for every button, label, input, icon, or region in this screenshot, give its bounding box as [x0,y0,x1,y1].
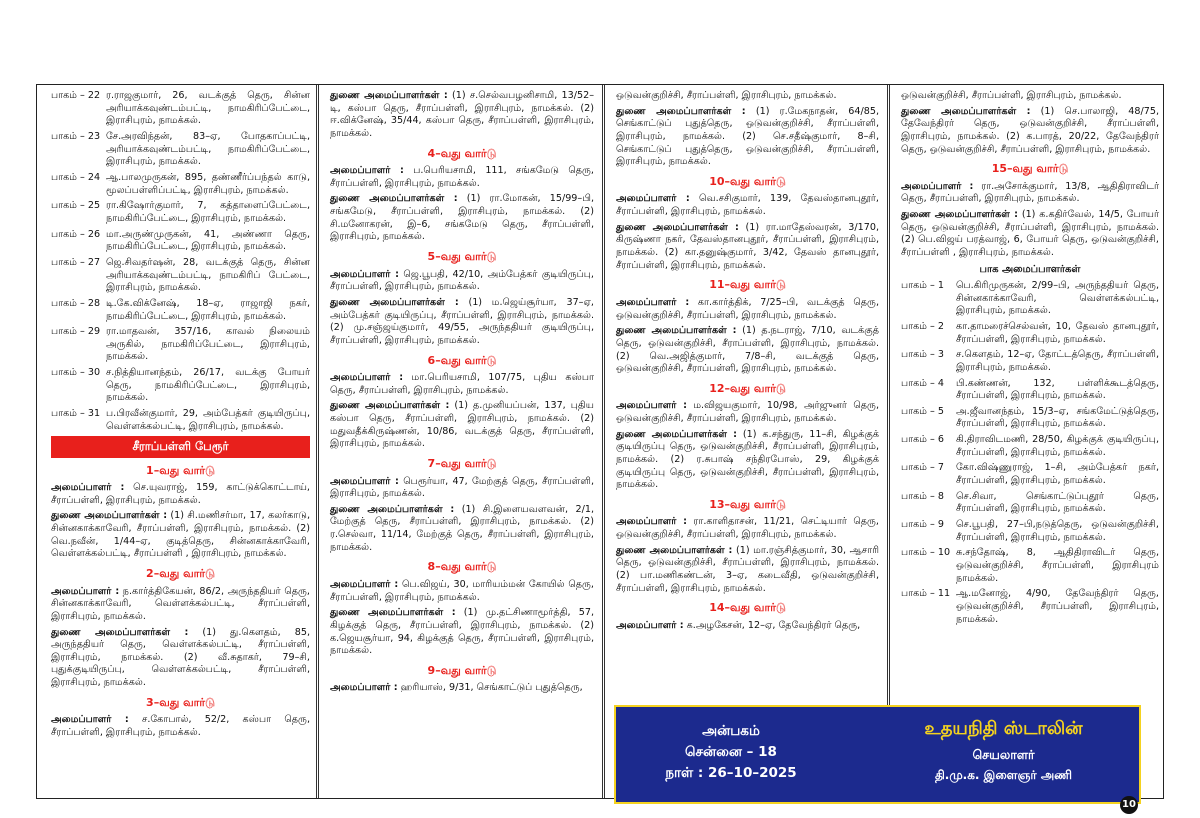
organizer-entry [616,516,879,541]
organizer-label: அமைப்பாளர் : [616,296,690,308]
deputy-label: துணை அமைப்பாளர்கள் : [616,544,733,556]
deputy-label: துணை அமைப்பாளர்கள் : [330,193,458,205]
organizer-entry [330,372,594,397]
signatory-role: செயலாளர் [972,746,1035,762]
part-entry [901,434,1159,459]
organizer-text: ம.விஜயகுமார், 10/98, அர்ஜுனர் தெரு, ஒடுவன்குறிச்சி, சீராப்பள்ளி, இராசிபுரம், நாமக்கல். [616,400,879,425]
organizer-label: அமைப்பாளர் : [330,475,399,487]
part-text: சே.அரவிந்தன், 83–ஏ, போதகாப்பட்டி, அரியாக்கவுண்டம்பட்டி, நாமகிரிப்பேட்டை, இராசிபுரம், நாமக்கல். [106,130,310,168]
organizer-entry [330,476,594,501]
part-organizers-heading: பாக அமைப்பாளர்கள் [979,263,1081,275]
column-divider [887,85,890,798]
deputy-label: துணை அமைப்பாளர்கள் : [330,400,450,412]
organizer-text: ஹரியாஸ், 9/31, செங்காட்டுப் புதுத்தெரு, [397,682,583,694]
organizer-entry [616,620,879,633]
organizer-text: க.அழகேசன், 12–ஏ, தேவேந்திரர் தெரு, [683,619,861,631]
part-entry [51,172,310,197]
organizer-text: ச.கோபால், 52/2, கஸ்பா தெரு, சீராப்பள்ளி, இராசிபுரம், நாமக்கல். [51,714,310,738]
ward-title: 11–வது வார்டு [709,278,786,292]
deputy-text: (1) ர.மேகநாதன், 64/85, செங்காட்டுப் புதுத்தெரு, ஒடுவன்குறிச்சி, சீராப்பள்ளி, இராசிபுரம், நாமக்கல். (2) செ.சதீஷ்குமார், 8–சி, செங்காட்டுப் புதுத்தெரு, ஒடுவன்குறிச்சி, சீராப்பள்ளி, இராசிபுரம், நாமக்கல். [616,105,879,168]
deputy-entry [901,209,1159,260]
part-text: செ.சிவா, செங்காட்டுப்புதூர் தெரு, சீராப்பள்ளி, இராசிபுரம், நாமக்கல். [956,490,1159,515]
deputy-entry [616,106,879,169]
deputy-entry [330,90,594,141]
deputy-text: (1) மு.தட்சிணாமூர்த்தி, 57, கிழக்குத் தெரு, சீராப்பள்ளி, இராசிபுரம், நாமக்கல். (2) க.ஜெயசூர்யா, 94, கிழக்குத் தெரு, சீராப்பள்ளி, இராசிபுரம், நாமக்கல். [330,607,594,657]
part-text: கோ.விஷ்ணுராஜ், 1–சி, அம்பேத்கர் நகர், சீராப்பள்ளி, இராசிபுரம், நாமக்கல். [956,462,1159,487]
organizer-entry [330,269,594,294]
organizer-entry [901,181,1159,206]
organizer-label: அமைப்பாளர் : [330,578,399,590]
part-text: பி.கண்ணன், 132, பள்ளிக்கூடத்தெரு, சீராப்பள்ளி, இராசிபுரம், நாமக்கல். [956,377,1159,402]
part-text: கி.திராவிடமணி, 28/50, கிழக்குக் குடியிருப்பு, சீராப்பள்ளி, இராசிபுரம், நாமக்கல். [956,434,1159,458]
part-entry [901,519,1159,544]
deputy-entry [330,400,594,451]
section-title-bar: சீராப்பள்ளி பேரூர் [51,436,310,457]
organizer-entry [330,682,594,695]
footer-date: நாள் : 26–10–2025 [665,764,797,781]
organizer-label: அமைப்பாளர் : [616,400,687,412]
organizer-entry [616,193,879,218]
ward-title: 10–வது வார்டு [709,174,786,188]
part-text: ஜெ.சிவதர்ஷன், 28, வடக்குத் தெரு, சின்ன அரியாக்கவுண்டம்பட்டி, நாமகிரிப் பேட்டை, இராசிபுரம், நாமக்கல். [106,256,310,294]
organizer-entry [51,714,310,739]
part-text: ஆ.மனோஜ், 4/90, தேவேந்திரர் தெரு, ஒடுவன்குறிச்சி, சீராப்பள்ளி, இராசிபுரம், நாமக்கல். [956,588,1159,625]
deputy-label: துணை அமைப்பாளர்கள் : [51,626,189,638]
part-label: பாகம் – 8 [901,490,945,502]
part-label: பாகம் – 7 [901,462,945,474]
part-text: ர.ராஜகுமார், 26, வடக்குத் தெரு, சின்ன அரியாக்கவுண்டம்பட்டி, நாமகிரிப்பேட்டை, இராசிபுரம், நாமக்கல். [106,90,310,127]
deputy-text: (1) த.நடராஜ், 7/10, வடக்குத் தெரு, ஒடுவன்குறிச்சி, சீராப்பள்ளி, இராசிபுரம், நாமக்கல். (2) வெ.அஜித்குமார், 7/8–சி, வடக்குத் தெரு, ஒடுவன்குறிச்சி, சீராப்பள்ளி, இராசிபுரம், நாமக்கல். [616,325,879,375]
signatory-organization: தி.மு.க. இளைஞர் அணி [934,768,1073,783]
part-label: பாகம் – 28 [51,297,101,309]
part-label: பாகம் – 6 [901,434,945,446]
document-page [36,84,1164,799]
part-label: பாகம் – 2 [901,320,945,332]
ward-title: 3–வது வார்டு [146,695,215,709]
organizer-entry [330,579,594,604]
part-label: பாகம் – 22 [51,90,101,101]
organizer-label: அமைப்பாளர் : [330,165,404,177]
organizer-text: ப.பெரியசாமி, 111, சங்கமேடு தெரு, சீராப்பள்ளி, இராசிபுரம், நாமக்கல். [330,165,594,189]
part-entry [51,90,310,128]
part-entry [901,406,1159,431]
deputy-label: துணை அமைப்பாளர்கள் : [901,209,1018,221]
part-label: பாகம் – 1 [901,279,945,291]
part-text: அ.ஜீவானந்தம், 15/3–ஏ, சங்கமேட்டுத்தெரு, சீராப்பள்ளி, இராசிபுரம், நாமக்கல். [956,405,1159,430]
organizer-text: ரா.அசோக்குமார், 13/8, ஆதிதிராவிடர் தெரு, சீராப்பள்ளி, இராசிபுரம், நாமக்கல். [901,180,1159,205]
deputy-entry [51,627,310,690]
organizer-entry [330,165,594,190]
ward-title: 14–வது வார்டு [709,601,786,615]
part-entry [51,298,310,323]
ward-title: 12–வது வார்டு [709,381,786,395]
part-entry [51,408,310,433]
part-label: பாகம் – 26 [51,228,101,240]
ward-title: 7–வது வார்டு [427,456,497,470]
column-divider [602,85,605,798]
ward-title: 15–வது வார்டு [991,162,1069,176]
part-entry [901,378,1159,403]
part-entry [51,367,310,405]
deputy-entry [901,106,1159,157]
footer-city: சென்னை – 18 [685,743,777,760]
part-text: மா.அருண்முருகன், 41, அண்ணா தெரு, நாமகிரிப்பேட்டை, இராசிபுரம், நாமக்கல். [106,228,310,253]
deputy-entry [330,193,594,244]
part-entry [51,229,310,254]
organizer-text: ந.கார்த்திகேயன், 86/2, அருந்ததியர் தெரு, சின்னகாக்காவேரி, வெள்ளக்கல்பட்டி, சீராப்பள்ளி, இராசிபுரம், நாமக்கல். [51,585,310,622]
deputy-label: துணை அமைப்பாளர்கள் : [330,607,456,619]
part-label: பாகம் – 27 [51,256,101,268]
deputy-label: துணை அமைப்பாளர்கள் : [330,90,448,101]
ward-title: 9–வது வார்டு [427,663,497,677]
organizer-label: அமைப்பாளர் : [330,268,399,280]
deputy-text: (1) செ.பாலாஜி, 48/75, தேவேந்திரர் தெரு, ஒடுவன்குறிச்சி, சீராப்பள்ளி, இராசிபுரம், நாமக்கல். (2) க.பாரத், 20/22, தேவேந்திரர் தெரு, ஒடுவன்குறிச்சி, சீராப்பள்ளி, இராசிபுரம், நாமக்கல். [901,105,1159,155]
deputy-text: (1) மா.ரஞ்சித்குமார், 30, ஆசாரி தெரு, ஒடுவன்குறிச்சி, சீராப்பள்ளி, இராசிபுரம், நாமக்கல். (2) பா.மணிகண்டன், 3–ஏ, கடைவீதி, ஒடுவன்குறிச்சி, சீராப்பள்ளி, இராசிபுரம், நாமக்கல். [616,544,879,594]
part-label: பாகம் – 25 [51,200,101,212]
part-label: பாகம் – 30 [51,367,101,379]
organizer-text: பெ.விஜய், 30, மாரியம்மன் கோயில் தெரு, சீராப்பள்ளி, இராசிபுரம், நாமக்கல். [330,578,594,603]
deputy-text: (1) ச.செல்வபழனிசாமி, 13/52–டி, கஸ்பா தெரு, சீராப்பள்ளி, இராசிபுரம், நாமக்கல். (2) ஈ.விக்னேஷ், 35/44, கஸ்பா தெரு, சீராப்பள்ளி, இராசிபுரம், நாமக்கல். [330,90,594,139]
part-text: செ.பூபதி, 27–பி,நடுத்தெரு, ஒடுவன்குறிச்சி, சீராப்பள்ளி, இராசிபுரம், நாமக்கல். [956,519,1159,543]
part-text: ரா.கிஷோர்குமார், 7, கத்தாளைப்பேட்டை, நாமகிரிப்பேட்டை, இராசிபுரம், நாமக்கல். [106,200,310,224]
organizer-label: அமைப்பாளர் : [51,714,129,726]
column-3 [606,85,887,798]
column-2 [320,85,602,798]
page-number-badge: 10 [1120,796,1138,814]
part-label: பாகம் – 11 [901,588,951,600]
part-label: பாகம் – 3 [901,349,945,361]
deputy-label: துணை அமைப்பாளர்கள் : [330,503,455,515]
organizer-text: மா.பெரியசாமி, 107/75, புதிய கஸ்பா தெரு, சீராப்பள்ளி, இராசிபுரம், நாமக்கல். [330,372,594,396]
part-entry [901,547,1159,585]
part-entry [901,491,1159,516]
ward-title: 13–வது வார்டு [709,497,786,511]
organizer-text: செ.யுவராஜ், 159, காட்டுக்கொட்டாய், சீராப்பள்ளி, இராசிபுரம், நாமக்கல். [51,482,310,506]
organizer-text: ஜெ.பூபதி, 42/10, அம்பேத்கர் குடியிருப்பு, சீராப்பள்ளி, இராசிபுரம், நாமக்கல். [330,268,594,293]
part-entry [901,321,1159,346]
deputy-label: துணை அமைப்பாளர்கள் : [616,105,746,117]
organizer-label: அமைப்பாளர் : [51,585,120,597]
column-1 [37,85,316,798]
part-label: பாகம் – 10 [901,547,951,559]
ward-title: 5–வது வார்டு [427,250,497,264]
ward-title: 6–வது வார்டு [427,353,497,367]
part-text: சு.சந்தோஷ், 8, ஆதிதிராவிடர் தெரு, ஒடுவன்குறிச்சி, சீராப்பள்ளி, இராசிபுரம் நாமக்கல். [956,547,1159,584]
part-text: ஆ.பாலமுருகன், 895, தண்ணீர்ப்பந்தல் காடு, மூலப்பள்ளிப்பட்டி, இராசிபுரம், நாமக்கல். [106,171,310,196]
deputy-text: (1) சி.இளையவளவன், 2/1, மேற்குத் தெரு, சீராப்பள்ளி, இராசிபுரம், நாமக்கல். (2) ர.செல்வா, 11/14, மேற்குத் தெரு, சீராப்பள்ளி, இராசிபுரம், நாமக்கல். [330,503,594,553]
deputy-entry [616,545,879,596]
organizer-label: அமைப்பாளர் : [616,193,690,205]
part-label: பாகம் – 9 [901,519,945,531]
continued-text: ஒடுவன்குறிச்சி, சீராப்பள்ளி, இராசிபுரம், நாமக்கல். [901,90,1122,101]
part-label: பாகம் – 29 [51,326,101,338]
deputy-text: (1) க.கதிர்வேல், 14/5, போயர் தெரு, ஒடுவன்குறிச்சி, சீராப்பள்ளி, இராசிபுரம், நாமக்கல். (2) பெ.விஜய் பரத்வாஜ், 6, போயர் தெரு, ஒடுவன்குறிச்சி, சீராப்பள்ளி , இராசிபுரம், நாமக்கல். [901,209,1159,259]
deputy-entry [616,222,879,273]
column-4 [891,85,1165,798]
part-entry [901,349,1159,374]
part-text: ப.பிரவீன்குமார், 29, அம்பேத்கர் குடியிருப்பு, வெள்ளக்கல்பட்டி, இராசிபுரம், நாமக்கல். [106,408,310,432]
part-text: ச.கௌதம், 12–ஏ, தோட்டத்தெரு, சீராப்பள்ளி, இராசிபுரம், நாமக்கல். [956,349,1159,373]
footer-place: அன்பகம் [702,723,760,739]
deputy-text: (1) ரா.மோகன், 15/99–பி, சங்கமேடு, சீராப்பள்ளி, இராசிபுரம், நாமக்கல். (2) சி.மனோகரன், இ–6, சங்கமேடு தெரு, சீராப்பள்ளி, இராசிபுரம், நாமக்கல். [330,193,594,243]
part-list [901,280,1159,626]
deputy-entry [330,504,594,555]
organizer-entry [616,297,879,322]
part-label: பாகம் – 4 [901,377,945,389]
deputy-label: துணை அமைப்பாளர்கள் : [616,325,737,337]
deputy-text: (1) து.கௌதம், 85, அருந்ததியர் தெரு, வெள்ளக்கல்பட்டி, சீராப்பள்ளி, இராசிபுரம், நாமக்கல். (2) வீ.சுதாகர், 79–சி, புதுக்குடியிருப்பு, வெள்ளக்கல்பட்டி, சீராப்பள்ளி, இராசிபுரம், நாமக்கல். [51,626,310,689]
deputy-text: (1) த.முனியப்பன், 137, புதிய கஸ்பா தெரு, சீராப்பள்ளி, இராசிபுரம், நாமக்கல். (2) மதுவதீக்கிருஷ்ணன், 10/86, வடக்குத் தெரு, சீராப்பள்ளி, இராசிபுரம், நாமக்கல். [330,400,594,450]
organizer-label: அமைப்பாளர் : [901,180,974,192]
part-text: பெ.கிரிமுருகன், 2/99–பி, அருந்ததியர் தெரு, சின்னகாக்காவேரி, வெள்ளக்கல்பட்டி, இராசிபுரம், நாமக்கல். [956,279,1159,317]
deputy-entry [616,429,879,492]
organizer-entry [51,586,310,624]
continued-text: ஒடுவன்குறிச்சி, சீராப்பள்ளி, இராசிபுரம், நாமக்கல். [616,90,837,101]
deputy-label: துணை அமைப்பாளர்கள் : [616,428,738,440]
part-text: ரா.மாதவன், 357/16, காவல் நிலையம் அருகில், நாமகிரிப்பேட்டை, இராசிபுரம், நாமக்கல். [106,326,310,363]
organizer-text: ரா.காளிதாசன், 11/21, செட்டியார் தெரு, ஒடுவன்குறிச்சி, சீராப்பள்ளி, இராசிபுரம், நாமக்கல். [616,516,879,541]
organizer-entry [51,482,310,507]
part-text: கா.தாமரைச்செல்வன், 10, தேவஸ் தானபுதூர், சீராப்பள்ளி, இராசிபுரம், நாமக்கல். [956,320,1159,345]
signature-footer-box [614,705,1141,804]
deputy-label: துணை அமைப்பாளர்கள் : [330,296,459,308]
part-text: ச.நித்தியானந்தம், 26/17, வடக்கு போயர் தெரு, நாமகிரிப்பேட்டை, இராசிபுரம், நாமக்கல். [106,367,310,404]
part-label: பாகம் – 24 [51,171,101,183]
ward-title: 1–வது வார்டு [146,463,215,477]
deputy-text: (1) க.சந்துரு, 11–சி, கிழக்குக் குடியிருப்பு தெரு, ஒடுவன்குறிச்சி, சீராப்பள்ளி, இராசிபுரம், நாமக்கல். (2) ர.சுபாஷ் சந்திரபோஸ், 29, கிழக்குக் குடியிருப்பு தெரு, ஒடுவன்குறிச்சி, சீராப்பள்ளி, இராசிபுரம், நாமக்கல். [616,428,879,491]
organizer-label: அமைப்பாளர் : [616,516,687,528]
organizer-label: அமைப்பாளர் : [330,372,404,384]
deputy-label: துணை அமைப்பாளர்கள் : [51,510,168,522]
part-label: பாகம் – 5 [901,405,945,417]
part-entry [901,588,1159,626]
organizer-entry [616,400,879,425]
part-list [51,90,310,433]
deputy-entry [330,607,594,658]
organizer-label: அமைப்பாளர் : [330,682,398,694]
deputy-label: துணை அமைப்பாளர்கள் : [901,105,1031,117]
ward-title: 8–வது வார்டு [427,560,497,574]
part-entry [51,326,310,364]
deputy-entry [616,325,879,376]
organizer-label: அமைப்பாளர் : [616,619,684,631]
signatory-name: உதயநிதி ஸ்டாலின் [924,718,1083,739]
organizer-text: வெ.சசிகுமார், 139, தேவஸ்தானபுதூர், சீராப்பள்ளி, இராசிபுரம், நாமக்கல். [616,193,879,218]
deputy-entry [51,510,310,561]
ward-title: 2–வது வார்டு [146,567,215,581]
part-label: பாகம் – 31 [51,408,101,420]
part-entry [51,257,310,295]
part-entry [901,280,1159,318]
part-label: பாகம் – 23 [51,130,101,142]
part-entry [51,131,310,169]
part-entry [901,462,1159,487]
deputy-text: (1) ம.ஜெய்சூர்யா, 37–ஏ, அம்பேத்கர் குடியிருப்பு, சீராப்பள்ளி, இராசிபுரம், நாமக்கல். (2) மு.சஞ்ஜய்குமார், 49/55, அருந்ததியர் குடியிருப்பு, சீராப்பள்ளி, இராசிபுரம், நாமக்கல். [330,296,594,346]
part-text: டி.கே.விக்னேஷ், 18–ஏ, ராஜாஜி நகர், நாமகிரிப்பேட்டை, இராசிபுரம், நாமக்கல். [106,297,310,322]
organizer-text: கா.கார்த்திக், 7/25–பி, வடக்குத் தெரு, ஒடுவன்குறிச்சி, சீராப்பள்ளி, இராசிபுரம், நாமக்கல். [616,296,879,321]
column-divider [316,85,319,798]
deputy-text: (1) ரா.மாதேஸ்வரன், 3/170, கிருஷ்ணா நகர், தேவஸ்தானபுதூர், சீராப்பள்ளி, இராசிபுரம், நாமக்கல். (2) கா.தனுஷ்குமார், 3/42, தேவஸ் தானபுதூர், சீராப்பள்ளி, இராசிபுரம், நாமக்கல். [616,221,879,271]
footer-left [616,707,846,802]
ward-title: 4–வது வார்டு [427,146,497,160]
deputy-label: துணை அமைப்பாளர்கள் : [616,221,739,233]
part-entry [51,200,310,225]
deputy-text: (1) சி.மணிசர்மா, 17, கலர்காடு, சின்னகாக்காவேரி, சீராப்பள்ளி, இராசிபுரம், நாமக்கல். (2) வெ.நவீன், 1/44–ஏ, குடித்தெரு, சின்னகாக்காவேரி, வெள்ளக்கல்பட்டி, சீராப்பள்ளி , இராசிபுரம், நாமக்கல். [51,510,310,560]
organizer-text: பெரூர்யா, 47, மேற்குத் தெரு, சீராப்பள்ளி, இராசிபுரம், நாமக்கல். [330,475,594,500]
deputy-entry [330,297,594,348]
footer-right [868,707,1139,802]
organizer-label: அமைப்பாளர் : [51,482,125,494]
